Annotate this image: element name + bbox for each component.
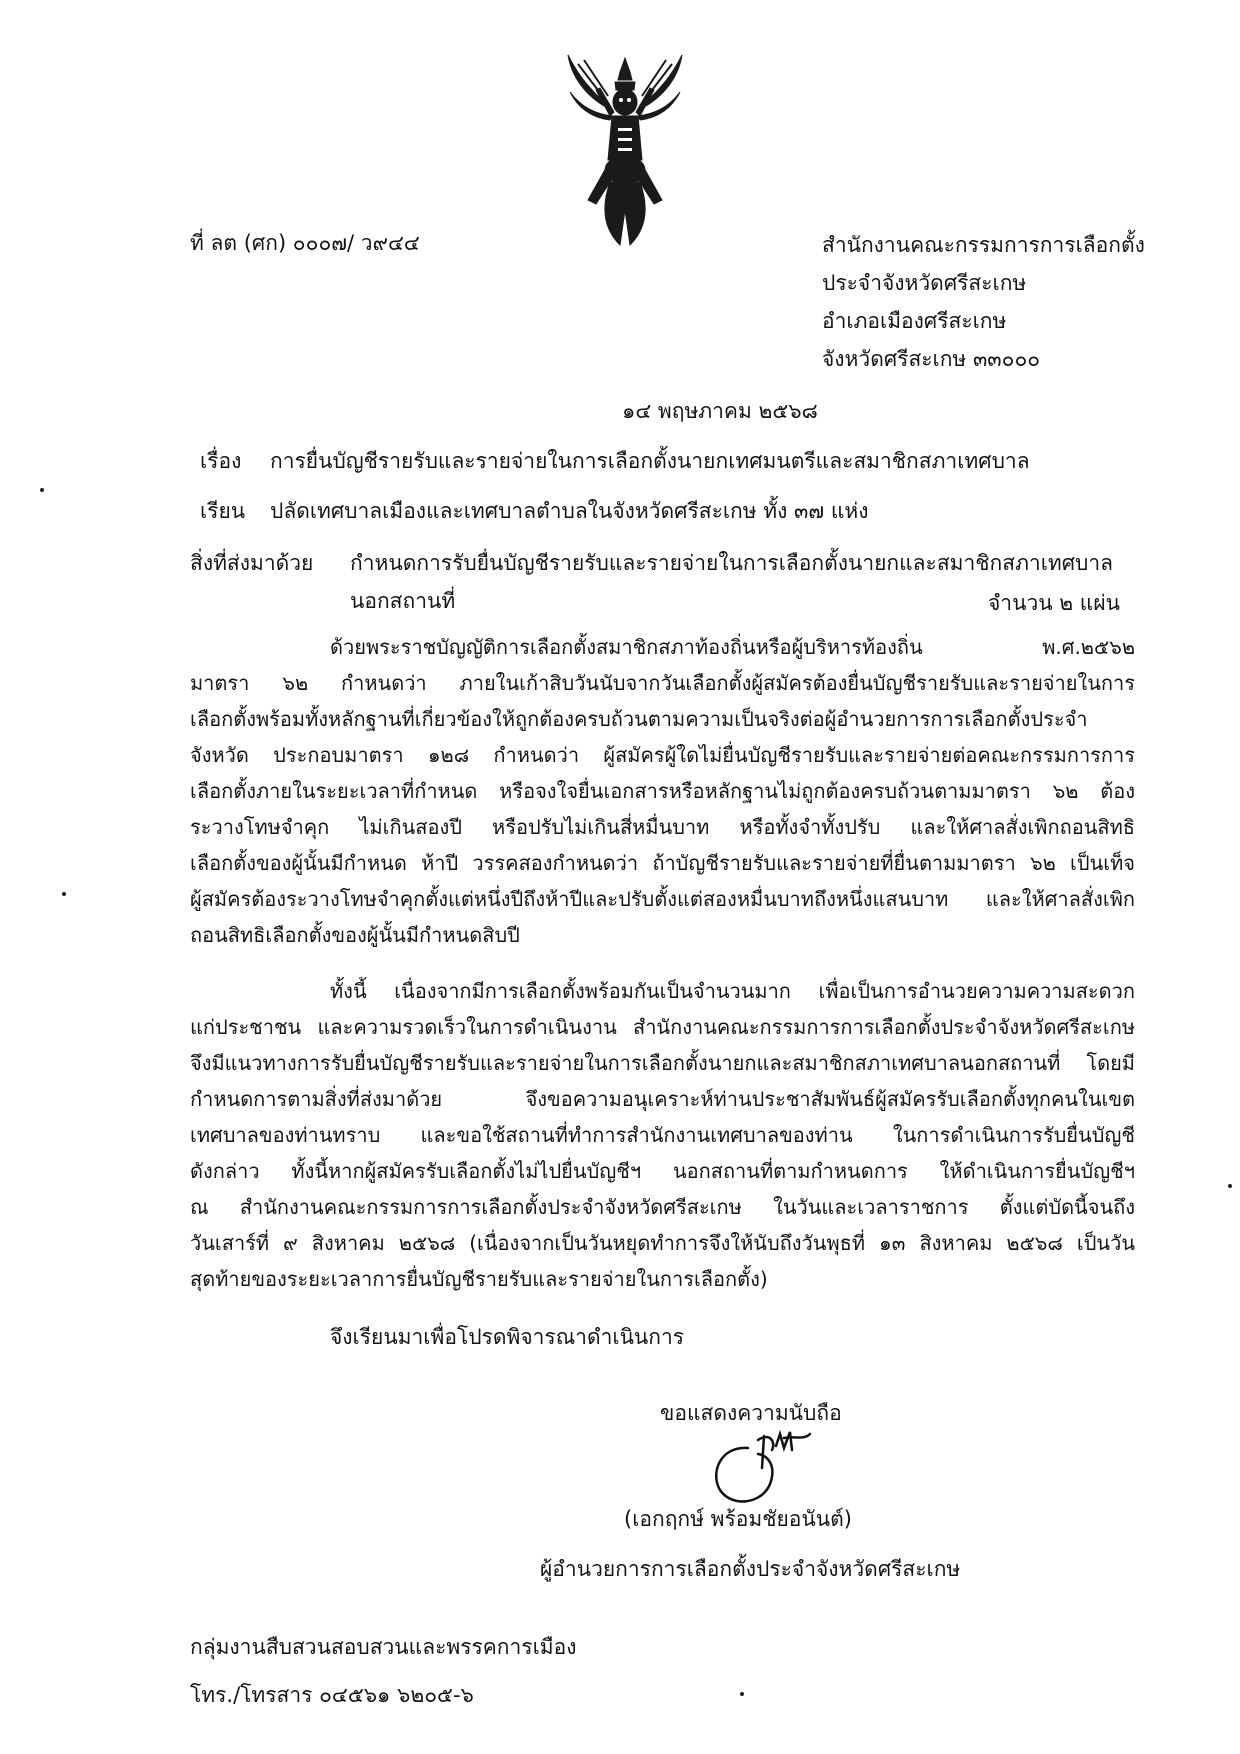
paragraph-line: เลือกตั้งพร้อมทั้งหลักฐานที่เกี่ยวข้องให้ถูกต้องครบถ้วนตามความเป็นจริงต่อผู้อำนวยการการเลือกตั้งประจำ <box>190 707 1088 731</box>
signer-title: ผู้อำนวยการการเลือกตั้งประจำจังหวัดศรีสะเกษ <box>540 1557 961 1581</box>
paragraph-line: มาตรา ๖๒ กำหนดว่า ภายในเก้าสิบวันนับจากวันเลือกตั้งผู้สมัครต้องยื่นบัญชีรายรับและรายจ่ายในการ <box>190 671 1135 695</box>
garuda-emblem-icon <box>560 50 690 250</box>
salutation: ขอแสดงความนับถือ <box>660 1401 842 1425</box>
signer-name: (เอกฤกษ์ พร้อมชัยอนันต์) <box>624 1507 852 1531</box>
enclosure-quantity: จำนวน ๒ แผ่น <box>988 591 1120 615</box>
paragraph-line: วันเสาร์ที่ ๙ สิงหาคม ๒๕๖๘ (เนื่องจากเป็นวันหยุดทำการจึงให้นับถึงวันพุธที่ ๑๓ สิงหาคม ๒๕๖๘ เป็นวัน <box>190 1231 1135 1255</box>
recipient-text: ปลัดเทศบาลเมืองและเทศบาลตำบลในจังหวัดศรีสะเกษ ทั้ง ๓๗ แห่ง <box>270 499 869 523</box>
enclosure-line: นอกสถานที่ <box>350 589 456 613</box>
handwritten-signature <box>700 1428 830 1508</box>
letter-date: ๑๔ พฤษภาคม ๒๕๖๘ <box>622 399 818 423</box>
paragraph-line: กำหนดการตามสิ่งที่ส่งมาด้วย จึงขอความอนุเคราะห์ท่านประชาสัมพันธ์ผู้สมัครรับเลือกตั้งทุกคนในเขต <box>190 1087 1135 1111</box>
footer-phone: โทร./โทรสาร ๐๔๕๖๑ ๖๒๐๕-๖ <box>190 1683 474 1707</box>
subject-label: เรื่อง <box>200 449 242 473</box>
subject-text: การยื่นบัญชีรายรับและรายจ่ายในการเลือกตั้งนายกเทศมนตรีและสมาชิกสภาเทศบาล <box>270 449 1030 473</box>
address-line: จังหวัดศรีสะเกษ ๓๓๐๐๐ <box>822 347 1041 371</box>
paragraph-line: ถอนสิทธิเลือกตั้งของผู้นั้นมีกำหนดสิบปี <box>190 923 520 947</box>
paragraph-line: ระวางโทษจำคุก ไม่เกินสองปี หรือปรับไม่เกินสี่หมื่นบาท หรือทั้งจำทั้งปรับ และให้ศาลสั่งเพิกถอนสิทธิ <box>190 815 1135 839</box>
scan-speck <box>40 488 44 492</box>
footer-department: กลุ่มงานสืบสวนสอบสวนและพรรคการเมือง <box>190 1635 577 1659</box>
paragraph-line: ด้วยพระราชบัญญัติการเลือกตั้งสมาชิกสภาท้องถิ่นหรือผู้บริหารท้องถิ่น พ.ศ.๒๕๖๒ <box>330 635 1135 659</box>
paragraph-line: ดังกล่าว ทั้งนี้หากผู้สมัครรับเลือกตั้งไม่ไปยื่นบัญชีฯ นอกสถานที่ตามกำหนดการ ให้ดำเนินการยื่นบัญชีฯ <box>190 1159 1135 1183</box>
paragraph-line: แก่ประชาชน และความรวดเร็วในการดำเนินงาน สำนักงานคณะกรรมการการเลือกตั้งประจำจังหวัดศรีสะเกษ <box>190 1015 1135 1039</box>
scan-speck <box>740 1692 744 1696</box>
recipient-label: เรียน <box>200 499 246 523</box>
enclosure-line: กำหนดการรับยื่นบัญชีรายรับและรายจ่ายในการเลือกตั้งนายกและสมาชิกสภาเทศบาล <box>350 551 1114 575</box>
scan-speck <box>62 892 66 896</box>
address-line: อำเภอเมืองศรีสะเกษ <box>822 309 1007 333</box>
reference-number: ที่ ลต (ศก) ๐๐๐๗/ ว๙๔๔ <box>190 231 420 255</box>
paragraph-line: สุดท้ายของระยะเวลาการยื่นบัญชีรายรับและรายจ่ายในการเลือกตั้ง) <box>190 1267 768 1291</box>
paragraph-line: เทศบาลของท่านทราบ และขอใช้สถานที่ทำการสำนักงานเทศบาลของท่าน ในการดำเนินการรับยื่นบัญชี <box>190 1123 1135 1147</box>
paragraph-line: จังหวัด ประกอบมาตรา ๑๒๘ กำหนดว่า ผู้สมัครผู้ใดไม่ยื่นบัญชีรายรับและรายจ่ายต่อคณะกรรมการการ <box>190 743 1135 767</box>
paragraph-line: เลือกตั้งภายในระยะเวลาที่กำหนด หรือจงใจยื่นเอกสารหรือหลักฐานไม่ถูกต้องครบถ้วนตามมาตรา ๖๒ ต้อง <box>190 779 1135 803</box>
address-line: ประจำจังหวัดศรีสะเกษ <box>822 271 1027 295</box>
paragraph-line: ทั้งนี้ เนื่องจากมีการเลือกตั้งพร้อมกันเป็นจำนวนมาก เพื่อเป็นการอำนวยความความสะดวก <box>330 979 1135 1003</box>
closing-request: จึงเรียนมาเพื่อโปรดพิจารณาดำเนินการ <box>330 1325 685 1349</box>
enclosure-label: สิ่งที่ส่งมาด้วย <box>190 551 314 575</box>
scan-speck <box>1228 1184 1232 1188</box>
address-line: สำนักงานคณะกรรมการการเลือกตั้ง <box>822 233 1145 257</box>
paragraph-line: ณ สำนักงานคณะกรรมการการเลือกตั้งประจำจังหวัดศรีสะเกษ ในวันและเวลาราชการ ตั้งแต่บัดนี้จนถึง <box>190 1195 1135 1219</box>
paragraph-line: เลือกตั้งของผู้นั้นมีกำหนด ห้าปี วรรคสองกำหนดว่า ถ้าบัญชีรายรับและรายจ่ายที่ยื่นตามมาตรา ๖๒ เป็นเท็จ <box>190 851 1135 875</box>
paragraph-line: จึงมีแนวทางการรับยื่นบัญชีรายรับและรายจ่ายในการเลือกตั้งนายกและสมาชิกสภาเทศบาลนอกสถานที่ โดยมี <box>190 1051 1135 1075</box>
paragraph-line: ผู้สมัครต้องระวางโทษจำคุกตั้งแต่หนึ่งปีถึงห้าปีและปรับตั้งแต่สองหมื่นบาทถึงหนึ่งแสนบาท และให้ศาลสั่งเพิก <box>190 887 1135 911</box>
